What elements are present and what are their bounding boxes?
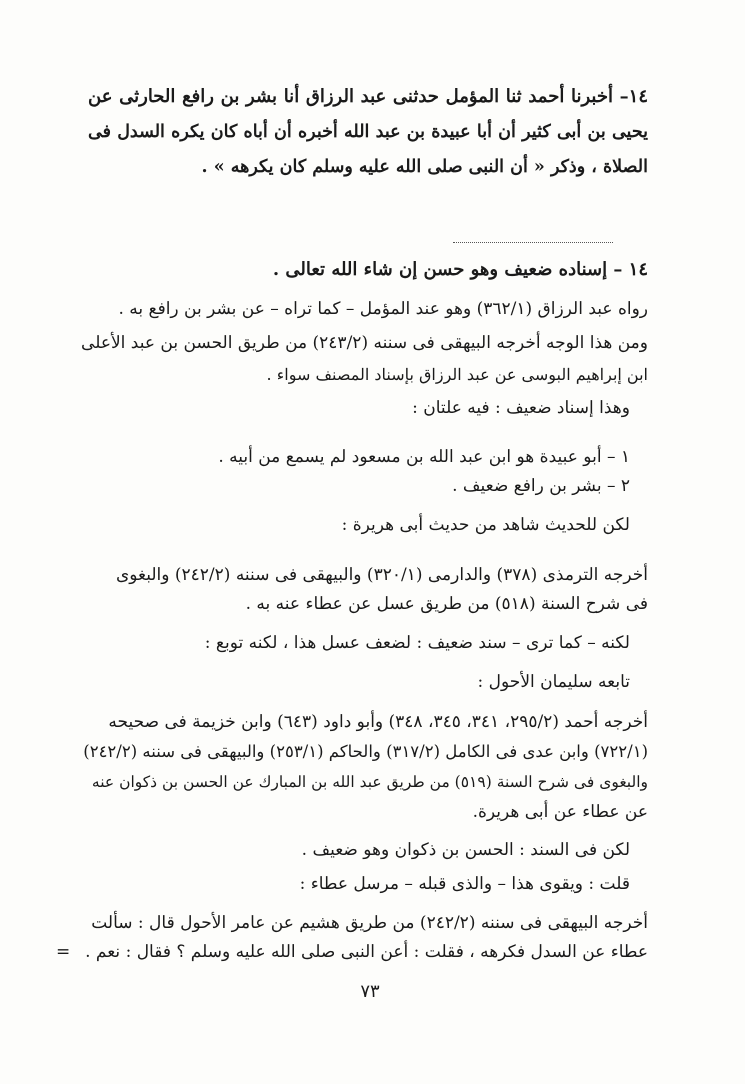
footnote-line: لكن للحديث شاهد من حديث أبى هريرة : bbox=[341, 515, 630, 535]
footnote-line: (٧٢٢/١) وابن عدى فى الكامل (٣١٧/٢) والحاكم (٢٥٣/١) والبيهقى فى سننه (٢٤٢/٢) bbox=[83, 742, 648, 761]
footnote-line: ١ – أبو عبيدة هو ابن عبد الله بن مسعود لم يسمع من أبيه . bbox=[218, 447, 630, 467]
footnote-line: وهذا إسناد ضعيف : فيه علتان : bbox=[412, 398, 630, 418]
hadith-line-1: ١٤– أخبرنا أحمد ثنا المؤمل حدثنى عبد الرزاق أنا بشر بن رافع الحارثى عن bbox=[88, 86, 648, 107]
footnote-line: ٢ – بشر بن رافع ضعيف . bbox=[452, 476, 630, 496]
footnote-line: لكن فى السند : الحسن بن ذكوان وهو ضعيف . bbox=[301, 840, 630, 860]
footnote-line: أخرجه أحمد (٢٩٥/٢، ٣٤١، ٣٤٥، ٣٤٨) وأبو داود (٦٤٣) وابن خزيمة فى صحيحه bbox=[108, 712, 648, 732]
hadith-line-3: الصلاة ، وذكر « أن النبى صلى الله عليه وسلم كان يكرهه » . bbox=[201, 157, 648, 177]
footnote-line: أخرجه البيهقى فى سننه (٢٤٢/٢) من طريق هشيم عن عامر الأحول قال : سألت bbox=[91, 913, 648, 933]
page-number: ٧٣ bbox=[360, 981, 380, 1002]
footnote-line: لكنه – كما ترى – سند ضعيف : لضعف عسل هذا ، لكنه توبع : bbox=[204, 633, 630, 653]
footnote-separator bbox=[453, 242, 613, 243]
footnote-heading: ١٤ – إسناده ضعيف وهو حسن إن شاء الله تعالى . bbox=[272, 259, 648, 280]
footnote-line: أخرجه الترمذى (٣٧٨) والدارمى (٣٢٠/١) والبيهقى فى سننه (٢٤٢/٢) والبغوى bbox=[115, 565, 648, 585]
footnote-line: والبغوى فى شرح السنة (٥١٩) من طريق عبد الله بن المبارك عن الحسن بن ذكوان عنه bbox=[91, 773, 648, 791]
footnote-line: عن عطاء عن أبى هريرة. bbox=[472, 802, 648, 822]
footnote-line: رواه عبد الرزاق (٣٦٢/١) وهو عند المؤمل – كما تراه – عن بشر بن رافع به . bbox=[118, 299, 648, 319]
footnote-line: قلت : ويقوى هذا – والذى قبله – مرسل عطاء : bbox=[299, 874, 630, 894]
footnote-line: تابعه سليمان الأحول : bbox=[477, 672, 630, 692]
footnote-line: عطاء عن السدل فكرهه ، فقلت : أعن النبى صلى الله عليه وسلم ؟ فقال : نعم . bbox=[85, 942, 648, 962]
footnote-line: فى شرح السنة (٥١٨) من طريق عسل عن عطاء عنه به . bbox=[245, 594, 648, 614]
footnote-line: ابن إبراهيم البوسى عن عبد الرزاق بإسناد المصنف سواء . bbox=[266, 365, 648, 384]
continuation-mark: = bbox=[56, 942, 71, 962]
footnote-line: ومن هذا الوجه أخرجه البيهقى فى سننه (٢٤٣/٢) من طريق الحسن بن عبد الأعلى bbox=[81, 333, 648, 353]
hadith-line-2: يحيى بن أبى كثير أن أبا عبيدة بن عبد الله أخبره أن أباه كان يكره السدل فى bbox=[88, 122, 648, 142]
